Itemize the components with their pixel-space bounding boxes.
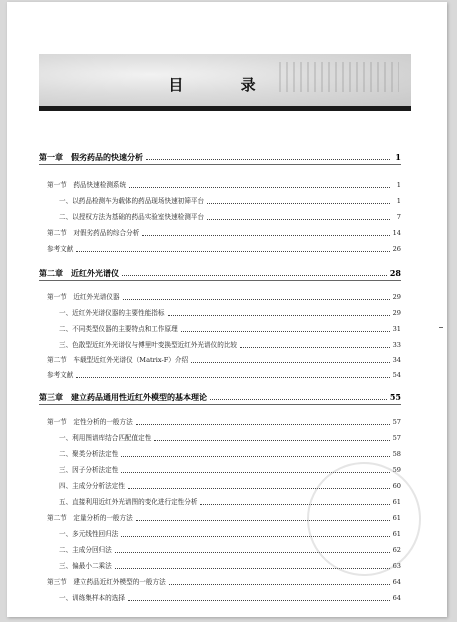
toc-page-number: 7: [396, 213, 401, 221]
dot-leader: [181, 331, 390, 332]
dot-leader: [136, 424, 390, 425]
toc-page-number: 14: [392, 229, 401, 237]
toc-page-number: 1: [396, 197, 401, 205]
edge-mark: [439, 327, 443, 328]
toc-page-number: 28: [389, 268, 401, 278]
toc-page-number: 61: [392, 530, 401, 538]
toc-sub[interactable]: [39, 210, 401, 222]
dot-leader: [76, 251, 389, 252]
toc-entry-label: 三、因子分析法定性: [59, 466, 119, 474]
toc-entry-label: 第一章 假劣药品的快速分析: [39, 152, 143, 162]
toc-page-number: 55: [389, 392, 401, 402]
toc-entry-label: 第二节 车载型近红外光谱仪（Matrix-F）介绍: [47, 356, 189, 364]
toc-sub[interactable]: [39, 306, 401, 318]
toc-entry-label: 第三节 建立药品近红外模型的一般方法: [47, 578, 166, 586]
toc-page-number: 63: [392, 562, 401, 570]
dot-leader: [191, 362, 390, 363]
toc-page-number: 61: [392, 498, 401, 506]
dot-leader: [142, 235, 389, 236]
toc-section[interactable]: [39, 353, 401, 365]
toc-entry-label: 一、利用图谱库结合匹配值定性: [59, 434, 152, 442]
toc-entry-label: 参考文献: [47, 245, 74, 253]
toc-entry-label: 三、偏最小二乘法: [59, 562, 112, 570]
toc-entry-label: 二、聚类分析法定性: [59, 450, 119, 458]
toc-page-number: 29: [392, 309, 401, 317]
dot-leader: [122, 275, 387, 276]
toc-section[interactable]: [39, 575, 401, 587]
toc-page-number: 59: [392, 466, 401, 474]
toc-sub[interactable]: [39, 194, 401, 206]
dot-leader: [121, 456, 389, 457]
dot-leader: [76, 377, 389, 378]
dot-leader: [123, 299, 390, 300]
chapter-rule: [39, 404, 401, 405]
toc-entry-label: 一、近红外光谱仪器的主要性能指标: [59, 309, 165, 317]
toc-page-number: 64: [392, 594, 401, 602]
dot-leader: [207, 203, 390, 204]
toc-page-number: 34: [392, 356, 401, 364]
toc-section[interactable]: [39, 415, 401, 427]
toc-page-number: 57: [392, 434, 401, 442]
toc-entry-label: 第二章 近红外光谱仪: [39, 268, 119, 278]
document-page: [7, 2, 447, 617]
dot-leader: [128, 600, 390, 601]
toc-page-number: 62: [392, 546, 401, 554]
toc-entry-label: 参考文献: [47, 371, 74, 379]
toc-page-number: 57: [392, 418, 401, 426]
toc-sub[interactable]: [39, 591, 401, 603]
toc-page-number: 54: [392, 371, 401, 379]
toc-page-number: 64: [392, 578, 401, 586]
toc-section[interactable]: [39, 290, 401, 302]
toc-entry-label: 二、不同类型仪器的主要特点和工作原理: [59, 325, 178, 333]
toc-section[interactable]: [39, 178, 401, 190]
toc-entry-label: 第一节 药品快速检测系统: [47, 181, 127, 189]
toc-entry-label: 第二节 定量分析的一般方法: [47, 514, 133, 522]
toc-page-number: 31: [392, 325, 401, 333]
toc-page-number: 1: [395, 152, 401, 162]
toc-section[interactable]: [39, 226, 401, 238]
toc-entry-label: 第一节 定性分析的一般方法: [47, 418, 133, 426]
toc-entry-label: 第一节 近红外光谱仪器: [47, 293, 120, 301]
toc-page-number: 26: [392, 245, 401, 253]
page-title: 目 录: [168, 76, 282, 94]
toc-page-number: 61: [392, 514, 401, 522]
toc-sub[interactable]: [39, 447, 401, 459]
dot-leader: [240, 347, 390, 348]
title-banner: [39, 54, 411, 111]
toc-page-number: 33: [392, 341, 401, 349]
toc-entry-label: 二、以授权方法为基础的药品实验室快速检测平台: [59, 213, 205, 221]
toc-chapter[interactable]: [39, 266, 401, 278]
dot-leader: [210, 399, 387, 400]
toc-page-number: 58: [392, 450, 401, 458]
toc-entry-label: 二、主成分回归法: [59, 546, 112, 554]
toc-entry-label: 三、色散型近红外光谱仪与傅里叶变换型近红外光谱仪的比较: [59, 341, 238, 349]
chapter-rule: [39, 164, 401, 165]
dot-leader: [154, 440, 389, 441]
dot-leader: [169, 584, 390, 585]
toc-page-number: 1: [396, 181, 401, 189]
toc-entry-label: 四、主成分分析法定性: [59, 482, 125, 490]
dot-leader: [129, 187, 390, 188]
dot-leader: [146, 159, 390, 160]
toc-page-number: 29: [392, 293, 401, 301]
toc-section[interactable]: [39, 242, 401, 254]
toc-chapter[interactable]: [39, 150, 401, 162]
toc-chapter[interactable]: [39, 390, 401, 402]
dot-leader: [168, 315, 390, 316]
toc-section[interactable]: [39, 368, 401, 380]
chapter-rule: [39, 280, 401, 281]
toc-entry-label: 第三章 建立药品通用性近红外模型的基本理论: [39, 392, 207, 402]
toc-page-number: 60: [392, 482, 401, 490]
toc-entry-label: 第二节 对假劣药品的综合分析: [47, 229, 140, 237]
toc-entry-label: 五、直接利用近红外光谱图的变化进行定性分析: [59, 498, 198, 506]
toc-sub[interactable]: [39, 322, 401, 334]
toc-entry-label: 一、以药品检测车为载体的药品现场快速初筛平台: [59, 197, 205, 205]
dot-leader: [207, 219, 390, 220]
toc-sub[interactable]: [39, 431, 401, 443]
toc-entry-label: 一、多元线性回归法: [59, 530, 119, 538]
toc-entry-label: 一、训练集样本的选择: [59, 594, 125, 602]
toc-sub[interactable]: [39, 338, 401, 350]
